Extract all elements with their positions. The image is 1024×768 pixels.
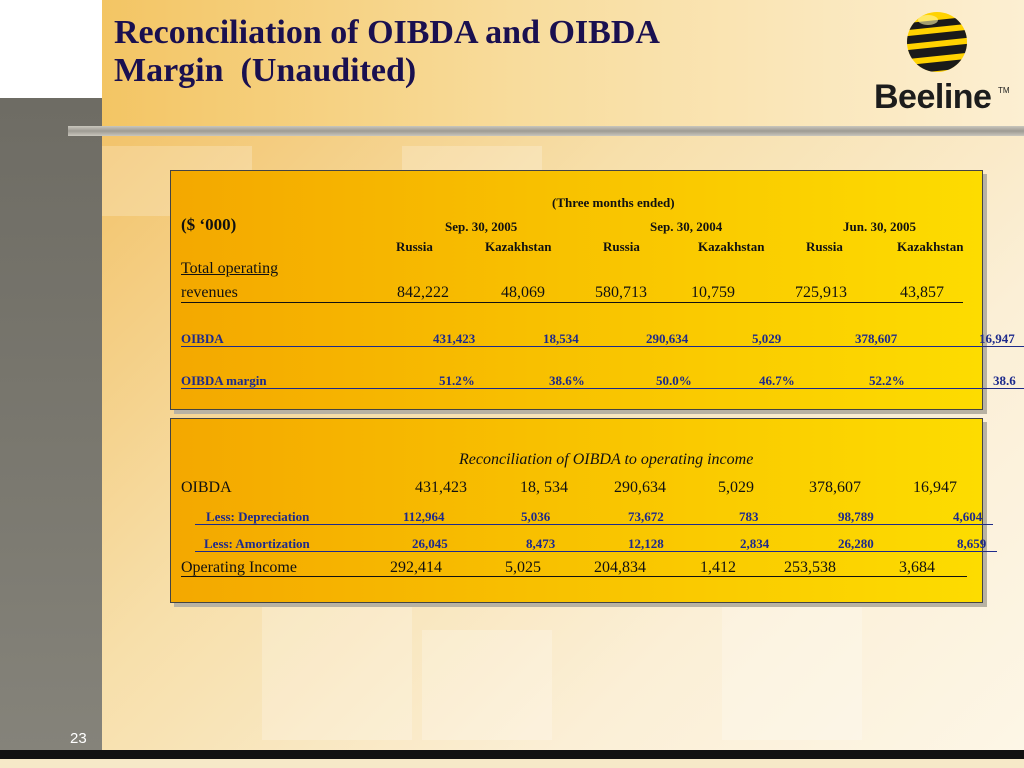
- row-underline: [195, 524, 993, 525]
- table-cell: 378,607: [809, 479, 861, 496]
- table-cell: 52.2%: [869, 373, 905, 388]
- row-underline: [181, 576, 967, 577]
- region-label: Kazakhstan: [897, 239, 964, 254]
- footer-bar: [0, 750, 1024, 759]
- table-cell: 1,412: [700, 559, 736, 576]
- footer-strip: [0, 759, 1024, 768]
- table-cell: 51.2%: [439, 373, 475, 388]
- table-caption: Reconciliation of OIBDA to operating income: [459, 451, 754, 468]
- table-cell: 292,414: [390, 559, 442, 576]
- table-cell: 253,538: [784, 559, 836, 576]
- table-cell: 8,473: [526, 536, 556, 551]
- table-cell: 73,672: [628, 509, 664, 524]
- slide-title: [114, 14, 660, 90]
- table-cell: 48,069: [501, 284, 545, 301]
- table-cell: 46.7%: [759, 373, 795, 388]
- logo-trademark: TM: [998, 86, 1010, 95]
- left-sidebar-bar: [0, 98, 102, 750]
- table-cell: 290,634: [614, 479, 666, 496]
- row-label: Less: Depreciation: [206, 509, 310, 524]
- oibda-margin-table: [170, 170, 1016, 410]
- row-label: OIBDA: [181, 331, 224, 346]
- table-cell: 16,947: [979, 331, 1015, 346]
- row-label: Total operating: [181, 260, 279, 277]
- table-cell: 26,280: [838, 536, 874, 551]
- table-cell: 26,045: [412, 536, 448, 551]
- region-label: Kazakhstan: [485, 239, 552, 254]
- row-underline: [195, 551, 997, 552]
- period-label: Sep. 30, 2005: [445, 219, 518, 234]
- table-cell: 378,607: [855, 331, 898, 346]
- table-cell: 10,759: [691, 284, 735, 301]
- row-label: OIBDA margin: [181, 373, 267, 388]
- period-label: Sep. 30, 2004: [650, 219, 723, 234]
- table-cell: 43,857: [900, 284, 944, 301]
- slide-title-line: Reconciliation of OIBDA and OIBDA: [114, 14, 660, 51]
- table-cell: 3,684: [899, 559, 935, 576]
- table-cell: 290,634: [646, 331, 689, 346]
- table-cell: 50.0%: [656, 373, 692, 388]
- table-cell: 4,604: [953, 509, 983, 524]
- table-cell: 204,834: [594, 559, 646, 576]
- table-cell: 5,025: [505, 559, 541, 576]
- table-cell: 5,029: [718, 479, 754, 496]
- table-cell: 580,713: [595, 284, 647, 301]
- background-tile: [422, 630, 552, 740]
- row-label: Operating Income: [181, 559, 297, 576]
- period-label: Jun. 30, 2005: [843, 219, 916, 234]
- region-label: Russia: [396, 239, 433, 254]
- table-cell: 38.6: [993, 373, 1016, 388]
- background-corner: [0, 0, 102, 98]
- region-label: Kazakhstan: [698, 239, 765, 254]
- slide-number: 23: [70, 730, 87, 747]
- table-cell: 431,423: [415, 479, 467, 496]
- table-cell: 5,029: [752, 331, 782, 346]
- logo-wordmark: Beeline: [874, 78, 992, 116]
- region-label: Russia: [806, 239, 843, 254]
- table-cell: 431,423: [433, 331, 476, 346]
- table-cell: 783: [739, 509, 759, 524]
- slide-title-line: Margin (Unaudited): [114, 52, 417, 89]
- row-underline: [181, 346, 1024, 347]
- table-cell: 112,964: [403, 509, 445, 524]
- table-cell: 38.6%: [549, 373, 585, 388]
- row-underline: [181, 388, 1024, 389]
- region-label: Russia: [603, 239, 640, 254]
- table-cell: 8,659: [957, 536, 987, 551]
- row-underline: [181, 302, 963, 303]
- period-header: (Three months ended): [552, 195, 675, 210]
- table-cell: 2,834: [740, 536, 770, 551]
- table-cell: 5,036: [521, 509, 551, 524]
- row-label: revenues: [181, 284, 238, 301]
- table-cell: 12,128: [628, 536, 664, 551]
- table-cell: 16,947: [913, 479, 957, 496]
- table-cell: 842,222: [397, 284, 449, 301]
- units-label: ($ ‘000): [181, 215, 237, 234]
- table-cell: 725,913: [795, 284, 847, 301]
- table-cell: 18, 534: [520, 479, 568, 496]
- reconciliation-table: [170, 418, 987, 603]
- background-tile: [262, 600, 412, 740]
- row-label: Less: Amortization: [204, 536, 310, 551]
- background-tile: [722, 600, 862, 740]
- table-cell: 18,534: [543, 331, 579, 346]
- header-divider: [68, 126, 1024, 136]
- table-cell: 98,789: [838, 509, 874, 524]
- row-label: OIBDA: [181, 479, 232, 496]
